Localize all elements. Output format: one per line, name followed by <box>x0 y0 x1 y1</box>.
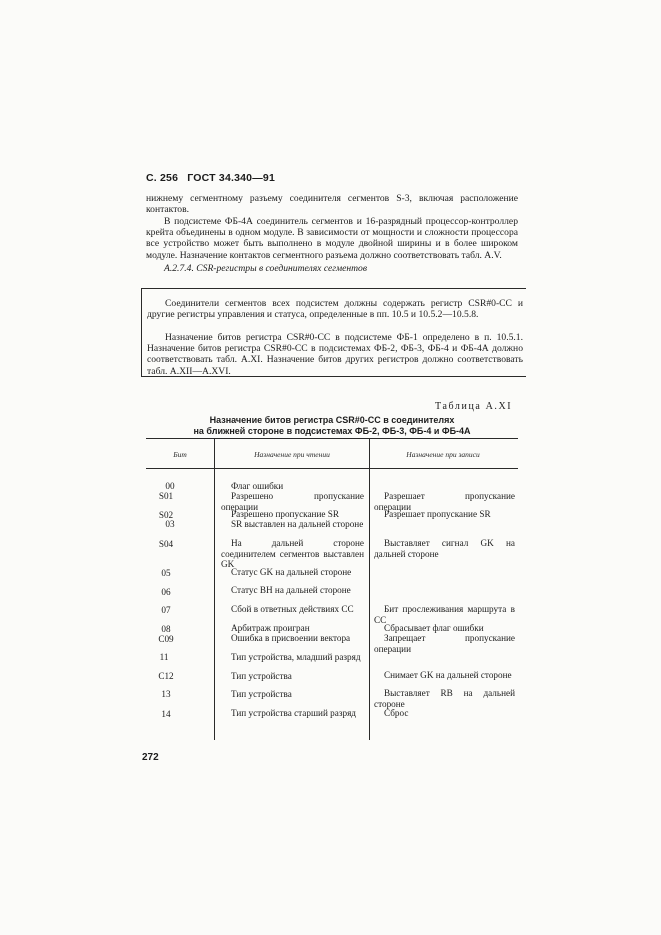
row-s04-write <box>374 538 515 559</box>
row-00-bit: 00 <box>165 481 175 491</box>
boxed-paragraph-2: Назначение битов регистра CSR#0-CC в подсистеме ФБ-1 определено в п. 10.5.1. Назначение битов регистра CSR#0-CC в подсистемах ФБ-2, ФБ-3, ФБ-4 и ФБ-4А должно соответствовать табл. А.XI. Назначение битов других регистров должно соответствовать табл. А.XII—А.XVI. <box>147 332 523 377</box>
row-06-read-text: Статус BH на дальней стороне <box>231 585 351 595</box>
header-write: Назначение при записи <box>406 450 480 459</box>
header-read: Назначение при чтении <box>254 450 330 459</box>
row-07-write <box>374 604 515 625</box>
row-13-write <box>374 688 515 709</box>
table-label: Таблица А.XI <box>435 401 513 412</box>
row-14-read-text: Тип устройства старший разряд <box>231 708 356 718</box>
table-caption-line-1: Назначение битов регистра CSR#0-CC в соединителях <box>209 415 455 425</box>
row-06-read <box>221 585 364 596</box>
row-00-read-text: Флаг ошибки <box>231 481 284 491</box>
row-13-write-text: Выставляет RB на дальней стороне <box>374 688 515 709</box>
row-14-read <box>221 708 364 719</box>
row-07-read <box>221 604 364 615</box>
row-c12-bit: C12 <box>158 671 174 681</box>
header-bit: Бит <box>173 450 187 459</box>
row-s02-read <box>221 509 364 520</box>
row-s04-bit: S04 <box>158 539 174 549</box>
row-03-read-text: SR выставлен на дальней стороне <box>231 519 364 529</box>
row-s04-read-text: На дальней стороне соединителем сегментов выставлен GK <box>221 538 364 570</box>
row-08-read <box>221 623 364 634</box>
row-07-bit: 07 <box>161 605 171 615</box>
row-05-read-text: Статус GK на дальней стороне <box>231 567 352 577</box>
standard-number: ГОСТ 34.340—91 <box>187 172 275 184</box>
row-c09-write-text: Запрещает пропускание операции <box>374 633 515 654</box>
row-s02-write <box>374 509 515 520</box>
row-c12-read <box>221 671 364 682</box>
row-s02-bit: S02 <box>158 510 174 520</box>
page-label: С. 256 <box>146 172 179 184</box>
row-c12-write <box>374 670 515 681</box>
table-col-divider-2 <box>369 438 370 740</box>
table-header-rule <box>146 468 518 469</box>
paragraph-continuation: нижнему сегментному разъему соединителя сегментов S-3, включая расположение контактов. <box>146 193 518 216</box>
box-top-rule <box>142 288 526 289</box>
row-s02-read-text: Разрешено пропускание SR <box>231 509 339 519</box>
row-s01-read-text: Разрешено пропускание операции <box>221 491 364 512</box>
row-s01-write-text: Разрешает пропускание операции <box>374 491 515 512</box>
row-s04-read <box>221 538 364 570</box>
row-c09-write <box>374 633 515 654</box>
page-header <box>146 172 281 184</box>
row-08-bit: 08 <box>161 624 171 634</box>
row-03-bit: 03 <box>165 519 175 529</box>
row-s01-bit: S01 <box>158 491 174 501</box>
row-08-read-text: Арбитраж проигран <box>231 623 310 633</box>
row-06-bit: 06 <box>161 587 171 597</box>
row-c09-bit: C09 <box>158 634 174 644</box>
boxed-change-block <box>141 288 526 377</box>
row-c09-read <box>221 633 364 644</box>
section-heading-csr: А.2.7.4. CSR-регистры в соединителях сегментов <box>164 263 367 274</box>
row-11-bit: 11 <box>159 652 169 662</box>
row-13-read-text: Тип устройства <box>231 689 292 699</box>
row-07-read-text: Сбой в ответных действиях СС <box>231 604 354 614</box>
row-08-write-text: Сбрасывает флаг ошибки <box>384 623 484 633</box>
page-number: 272 <box>142 752 159 763</box>
row-07-write-text: Бит прослеживания маршрута в СС <box>374 604 515 625</box>
row-03-read <box>221 519 364 530</box>
row-11-read-text: Тип устройства, младший разряд <box>231 652 361 662</box>
table-top-rule <box>146 438 518 439</box>
row-c12-read-text: Тип устройства <box>231 671 292 681</box>
boxed-paragraph-1: Соединители сегментов всех подсистем должны содержать регистр CSR#0-CC и другие регистры управления и статуса, определенные в пп. 10.5 и 10.5.2—10.5.8. <box>147 298 523 321</box>
row-14-bit: 14 <box>161 709 171 719</box>
row-s04-write-text: Выставляет сигнал GK на дальней стороне <box>374 538 515 559</box>
row-05-bit: 05 <box>161 568 171 578</box>
row-08-write <box>374 623 515 634</box>
row-c09-read-text: Ошибка в присвоении вектора <box>231 633 351 643</box>
table-col-divider-1 <box>214 438 215 740</box>
row-14-write-text: Сброс <box>384 708 409 718</box>
row-c12-write-text: Снимает GK на дальней стороне <box>384 670 512 680</box>
paragraph-fb4a: В подсистеме ФБ-4А соединитель сегментов и 16-разрядный процессор-контроллер крейта объединены в одном модуле. В зависимости от мощности и сложности процессора все устройство может быть выполнено в модуле двойной ширины и в более широком модуле. Назначение контактов сегментного разъема должно соответствовать табл. А.V. <box>146 216 518 261</box>
row-13-bit: 13 <box>161 689 171 699</box>
row-13-read <box>221 689 364 700</box>
row-s02-write-text: Разрешает пропускание SR <box>384 509 491 519</box>
row-11-read <box>221 652 364 663</box>
row-00-read <box>221 481 364 492</box>
row-05-read <box>221 567 364 578</box>
row-14-write <box>374 708 515 719</box>
table-caption-line-2: на ближней стороне в подсистемах ФБ-2, ФБ-3, ФБ-4 и ФБ-4А <box>193 426 471 436</box>
